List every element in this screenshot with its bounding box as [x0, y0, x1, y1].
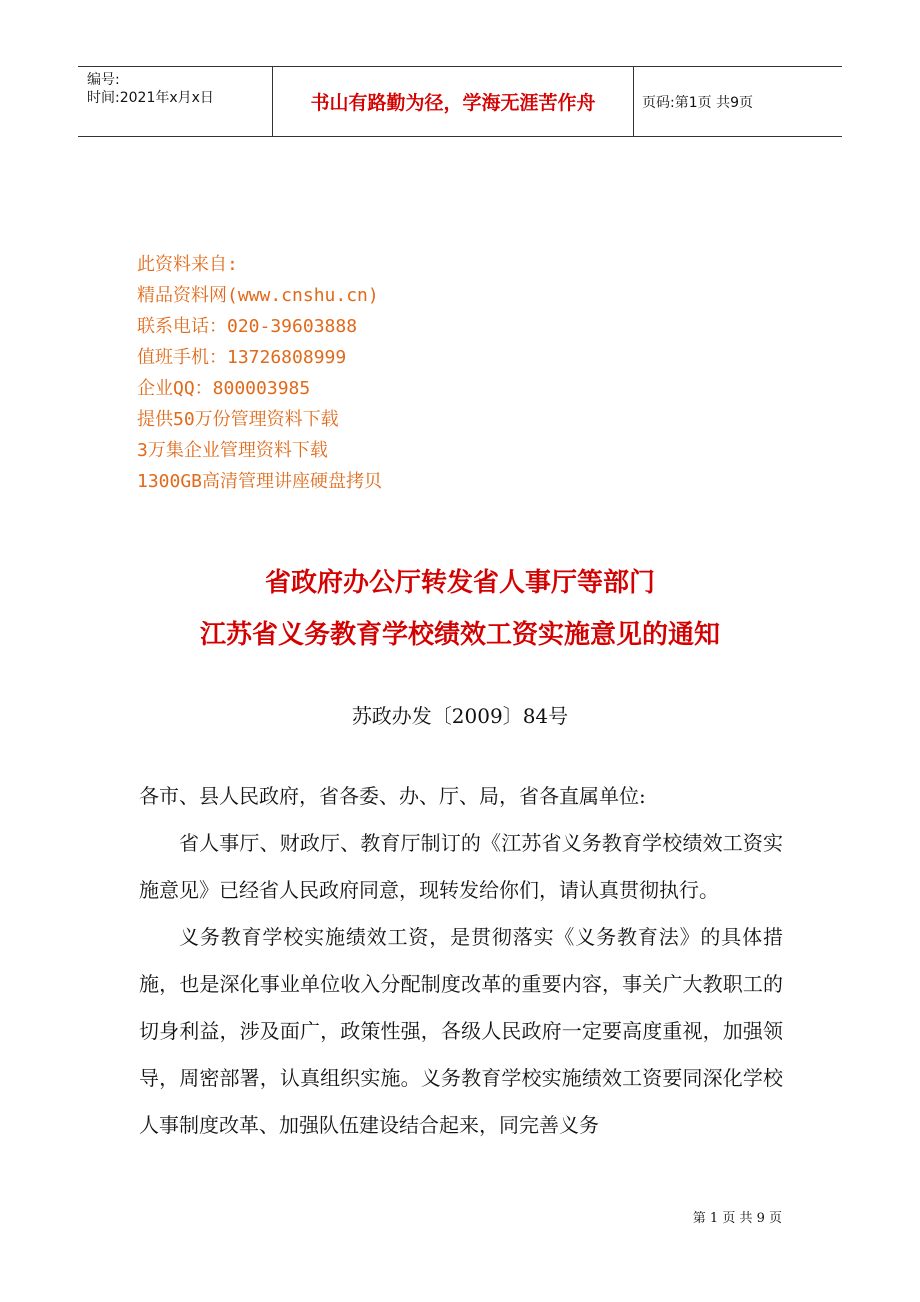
document-title-line2: 江苏省义务教育学校绩效工资实施意见的通知 [199, 620, 720, 650]
promo-line: 1300GB高清管理讲座硬盘拷贝 [137, 471, 383, 492]
header-page-label: 页码:第1页 共9页 [642, 94, 753, 111]
promo-line: 提供50万份管理资料下载 [137, 409, 339, 430]
promo-line: 精品资料网(www.cnshu.cn) [137, 285, 379, 306]
header-meta [78, 67, 273, 136]
paragraph-2: 义务教育学校实施绩效工资，是贯彻落实《义务教育法》的具体措施，也是深化事业单位收入分配制度改革的重要内容，事关广大教职工的切身利益，涉及面广，政策性强，各级人民政府一定要高度重视，加强领导，周密部署，认真组织实施。义务教育学校实施绩效工资要同深化学校人事制度改革、加强队伍建设结合起来，同完善义务 [139, 925, 783, 1137]
document-title-line1: 省政府办公厅转发省人事厅等部门 [264, 568, 655, 598]
document-number: 苏政办发〔2009〕84号 [351, 704, 569, 728]
time-label: 时间:2021年x月x日 [87, 90, 214, 106]
number-label: 编号: [87, 72, 120, 88]
promo-line: 联系电话：020-39603888 [137, 316, 358, 337]
promo-block [137, 249, 382, 497]
document-body [139, 773, 783, 1149]
page-header [78, 66, 842, 137]
paragraph-1: 省人事厅、财政厅、教育厅制订的《江苏省义务教育学校绩效工资实施意见》已经省人民政府同意，现转发给你们，请认真贯彻执行。 [139, 831, 783, 902]
promo-line: 3万集企业管理资料下载 [137, 440, 328, 461]
salutation: 各市、县人民政府，省各委、办、厅、局，省各直属单位: [139, 784, 646, 808]
promo-line: 企业QQ：800003985 [137, 378, 311, 399]
promo-line: 此资料来自: [137, 254, 238, 275]
promo-line: 值班手机：13726808999 [137, 347, 347, 368]
header-motto: 书山有路勤为径，学海无涯苦作舟 [273, 67, 634, 136]
page-footer: 第 1 页 共 9 页 [692, 1211, 782, 1226]
